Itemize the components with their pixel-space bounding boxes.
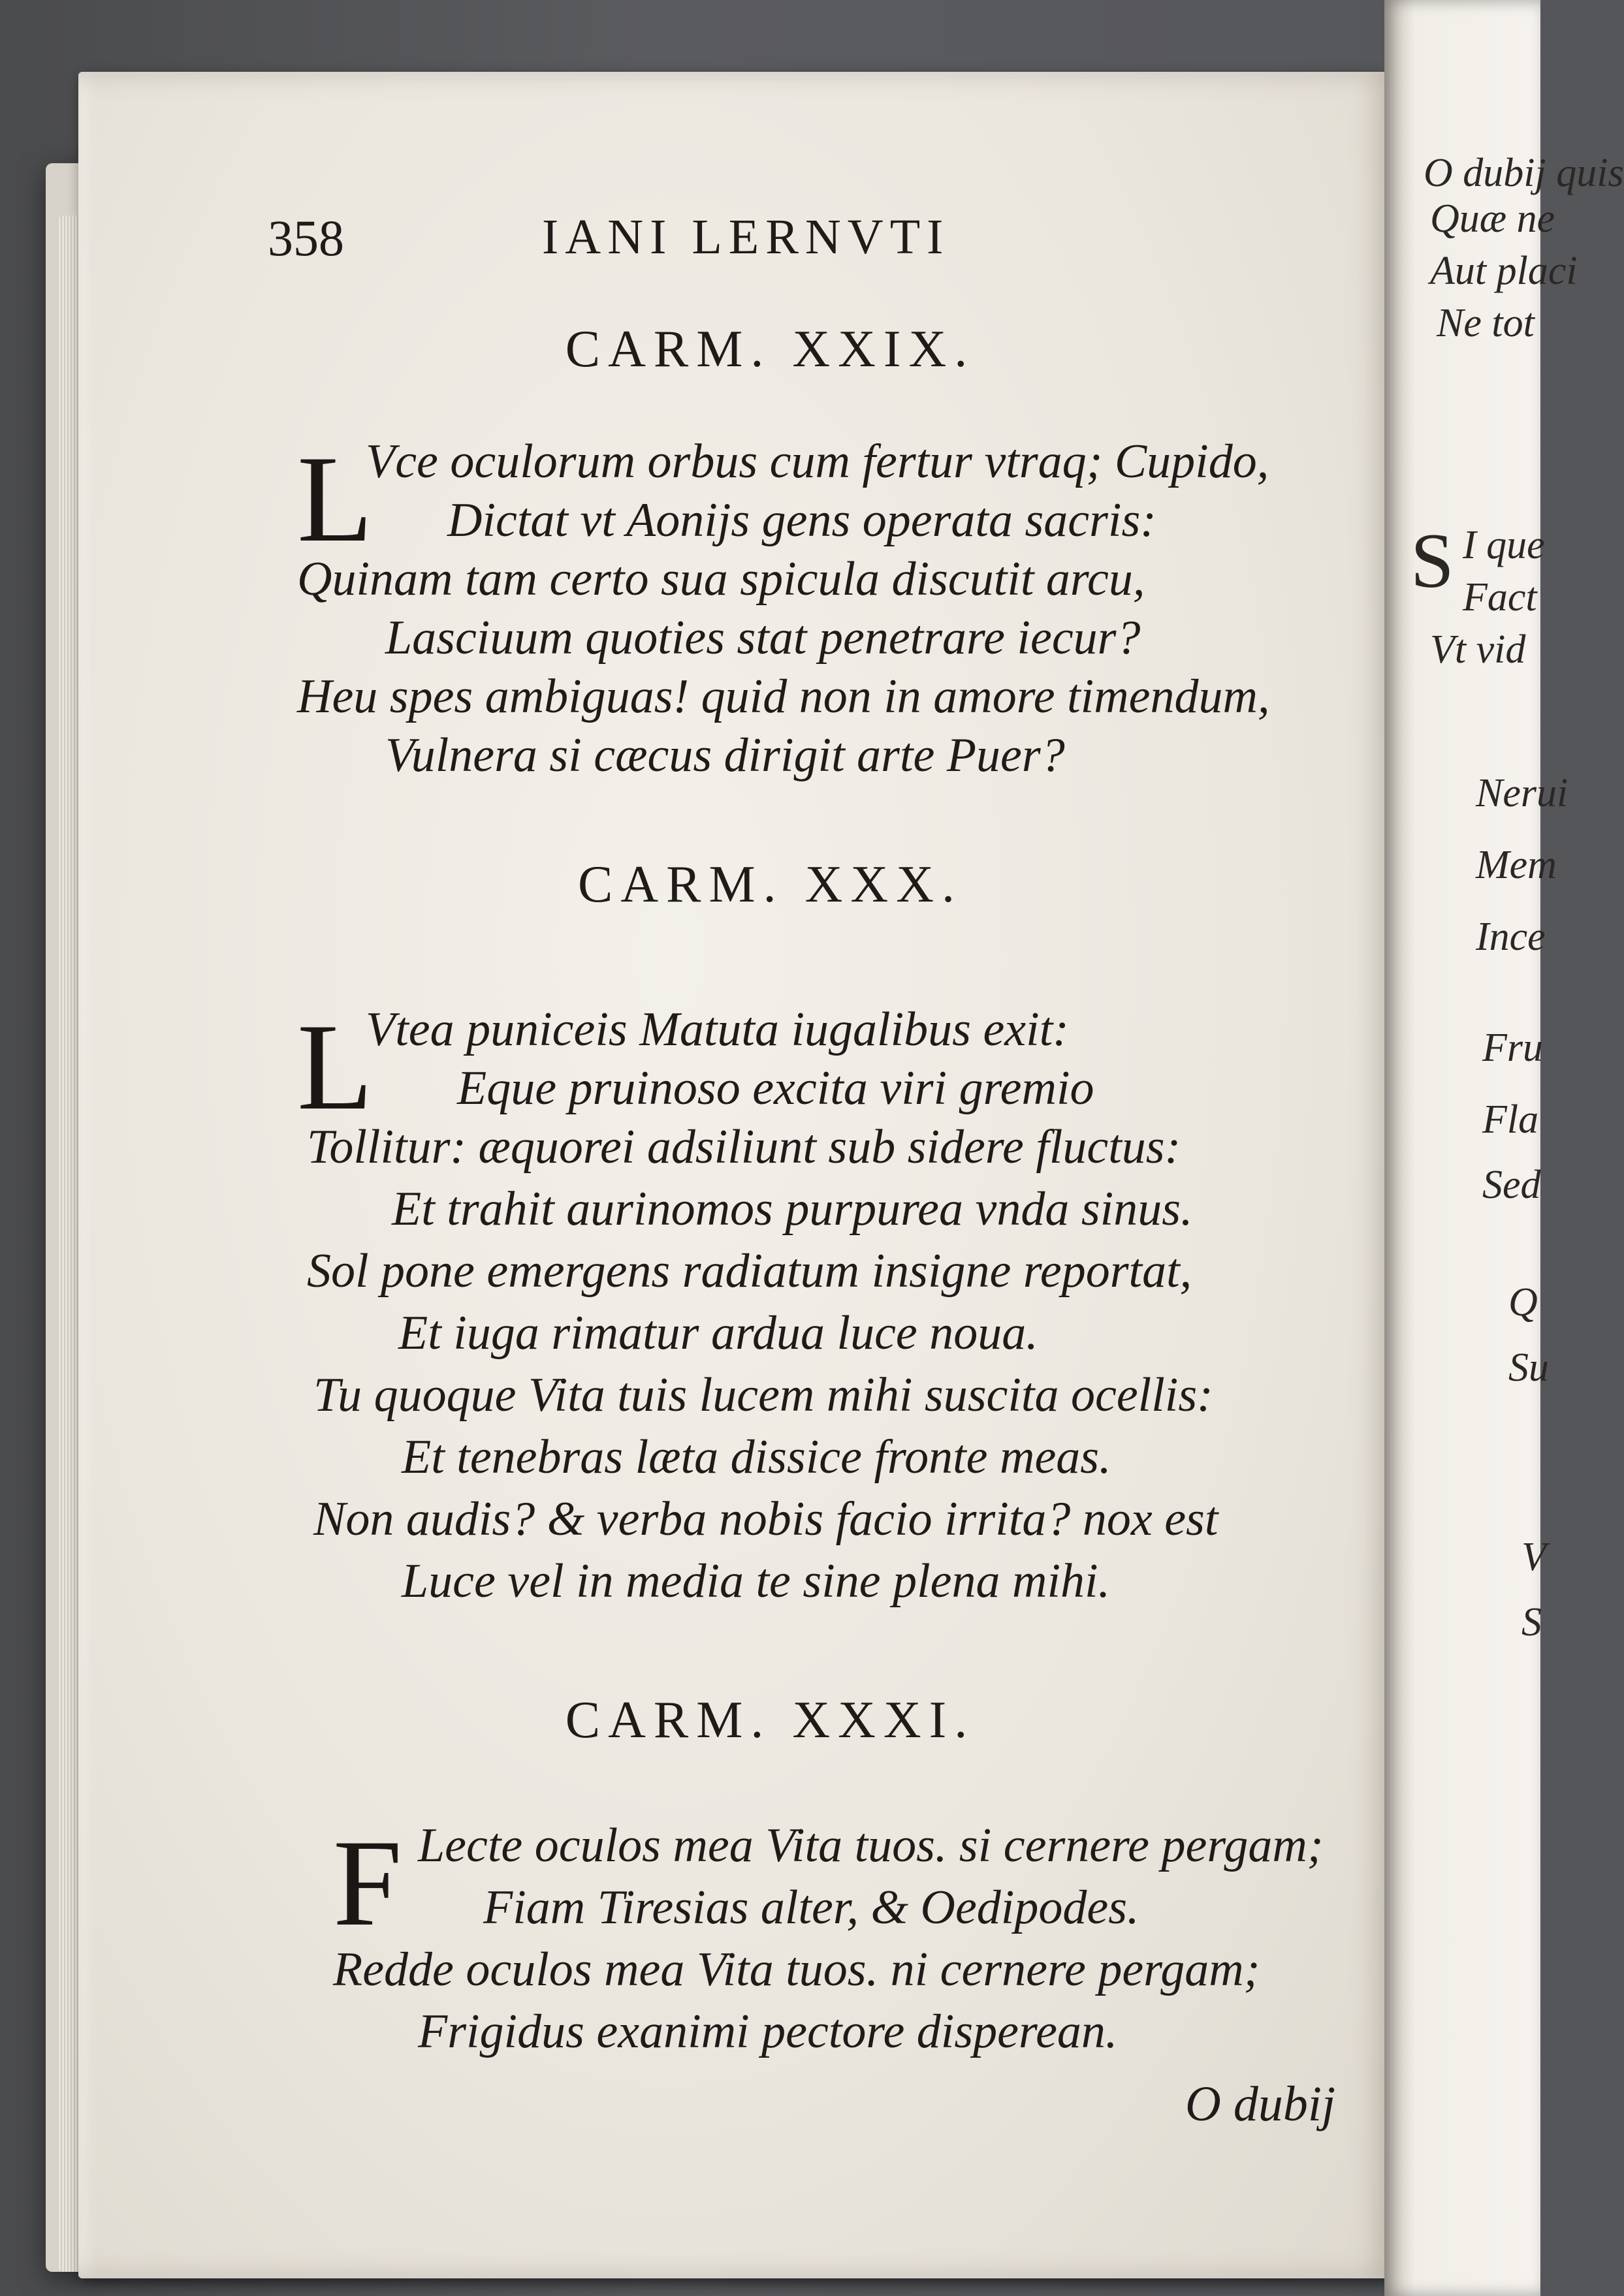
verse-line: Redde oculos mea Vita tuos. ni cernere pergam; [333,1943,1260,1996]
verse-line: Vtea puniceis Matuta iugalibus exit: [366,1003,1069,1056]
running-title: IANI LERNVTI [542,210,950,264]
drop-cap: L [297,431,374,568]
verse-line: Luce vel in media te sine plena mihi. [402,1554,1111,1608]
verse-line: Non audis? & verba nobis facio irrita? nox est [313,1492,1218,1546]
verse-line: Quinam tam certo sua spicula discutit arcu, [297,552,1145,606]
verse-line: Tollitur: æquorei adsiliunt sub sidere fluctus: [307,1120,1181,1174]
poem-title: CARM. XXIX. [565,321,976,378]
poem-title: CARM. XXXI. [565,1691,976,1749]
facing-drop-cap: S [1410,517,1454,604]
verse-line: Et tenebras læta dissice fronte meas. [402,1430,1111,1484]
facing-line: O dubij quis [1424,151,1624,195]
verse-line: Sol pone emergens radiatum insigne reportat, [307,1244,1192,1298]
facing-line: Mem [1476,843,1557,887]
drop-cap: F [333,1815,402,1952]
facing-line: Q [1508,1280,1538,1325]
page-number: 358 [268,210,344,266]
verse-line: Lasciuum quoties stat penetrare iecur? [385,611,1141,665]
catchword: O dubij [1185,2077,1336,2131]
poem-title: CARM. XXX. [578,856,963,913]
facing-line: Fru [1482,1026,1543,1070]
drop-cap: L [297,999,374,1136]
facing-line: S [1521,1600,1542,1644]
verse-line: Et trahit aurinomos purpurea vnda sinus. [392,1182,1193,1236]
facing-line: Su [1508,1345,1549,1390]
verse-line: Heu spes ambiguas! quid non in amore timendum, [297,670,1270,723]
facing-line: Ne tot [1437,301,1535,345]
facing-line: I que [1463,523,1545,567]
verse-line: Vulnera si cæcus dirigit arte Puer? [385,729,1065,782]
facing-line: Sed [1482,1163,1541,1207]
facing-line: Ince [1476,915,1546,959]
facing-page [1384,0,1624,2296]
facing-line: V [1521,1535,1546,1579]
verse-line: Tu quoque Vita tuis lucem mihi suscita ocellis: [313,1368,1213,1422]
facing-line: Nerui [1476,771,1568,815]
facing-line: Vt vid [1430,627,1526,672]
verse-line: Vce oculorum orbus cum fertur vtraq; Cupido, [366,435,1269,488]
verse-line: Dictat vt Aonijs gens operata sacris: [447,494,1156,547]
verse-line: Fiam Tiresias alter, & Oedipodes. [483,1881,1139,1934]
facing-line: Aut placi [1430,249,1578,293]
verse-line: Et iuga rimatur ardua luce noua. [398,1306,1038,1360]
verse-line: Frigidus exanimi pectore disperean. [418,2005,1118,2058]
verse-line: Lecte oculos mea Vita tuos. si cernere pergam; [418,1819,1324,1872]
verse-line: Eque pruinoso excita viri gremio [457,1062,1094,1115]
facing-line: Fact [1463,575,1537,620]
facing-line: Fla [1482,1097,1539,1142]
facing-line: Quæ ne [1430,197,1555,241]
